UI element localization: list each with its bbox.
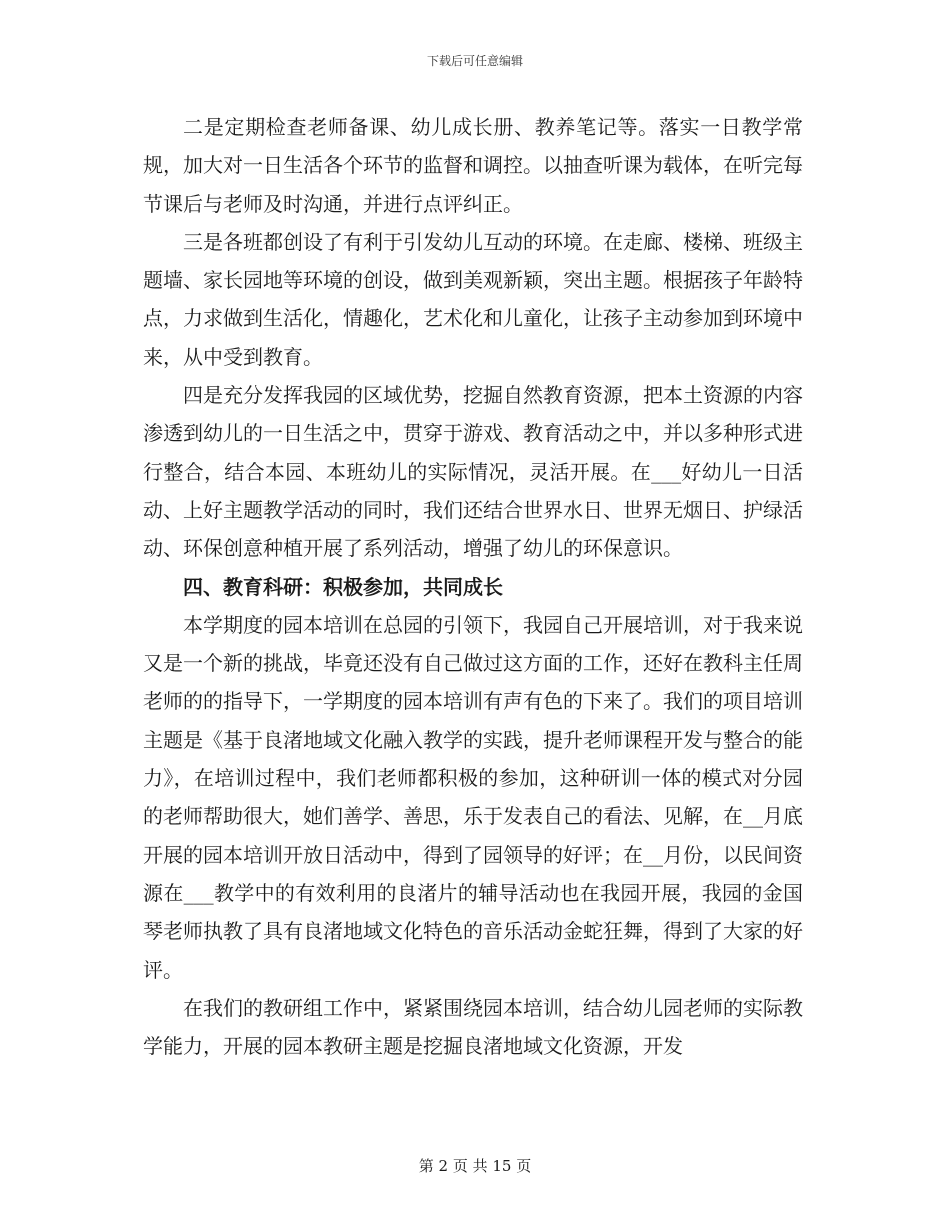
paragraph-item-2: 二是定期检查老师备课、幼儿成长册、教养笔记等。落实一日教学常规，加大对一日生活各个环节的监督和调控。以抽查听课为载体，在听完每节课后与老师及时沟通，并进行点评纠正。: [143, 115, 803, 216]
paragraph-item-3: 三是各班都创设了有利于引发幼儿互动的环境。在走廊、楼梯、班级主题墙、家长园地等环境的创设，做到美观新颖，突出主题。根据孩子年龄特点，力求做到生活化，情趣化，艺术化和儿童化，让孩子主动参加到环境中来，从中受到教育。: [143, 229, 803, 369]
page-header: 下载后可任意编辑: [426, 54, 523, 68]
paragraph-training: 本学期度的园本培训在总园的引领下，我园自己开展培训，对于我来说又是一个新的挑战，毕竟还没有自己做过这方面的工作，还好在教科主任周老师的的指导下，一学期度的园本培训有声有色的下来了。我们的项目培训主题是《基于良渚地域文化融入教学的实践，提升老师课程开发与整合的能力》，在培训过程中，我们老师都积极的参加，这种研训一体的模式对分园的老师帮助很大，她们善学、善思，乐于发表自己的看法、见解，在__月底开展的园本培训开放日活动中，得到了园领导的好评；在__月份，以民间资源在___教学中的有效利用的良渚片的辅导活动也在我园开展，我园的金国琴老师执教了具有良渚地域文化特色的音乐活动金蛇狂舞，得到了大家的好评。: [143, 612, 803, 982]
section-heading-research: 四、教育科研：积极参加，共同成长: [183, 574, 503, 599]
document-body: [143, 108, 803, 1065]
page-number: 第 2 页 共 15 页: [418, 1157, 532, 1175]
paragraph-item-4: 四是充分发挥我园的区域优势，挖掘自然教育资源，把本土资源的内容渗透到幼儿的一日生活之中，贯穿于游戏、教育活动之中，并以多种形式进行整合，结合本园、本班幼儿的实际情况，灵活开展。在___好幼儿一日活动、上好主题教学活动的同时，我们还结合世界水日、世界无烟日、护绿活动、环保创意种植开展了系列活动，增强了幼儿的环保意识。: [143, 383, 803, 561]
paragraph-research-group: 在我们的教研组工作中，紧紧围绕园本培训，结合幼儿园老师的实际教学能力，开展的园本教研主题是挖掘良渚地域文化资源，开发: [143, 995, 803, 1059]
